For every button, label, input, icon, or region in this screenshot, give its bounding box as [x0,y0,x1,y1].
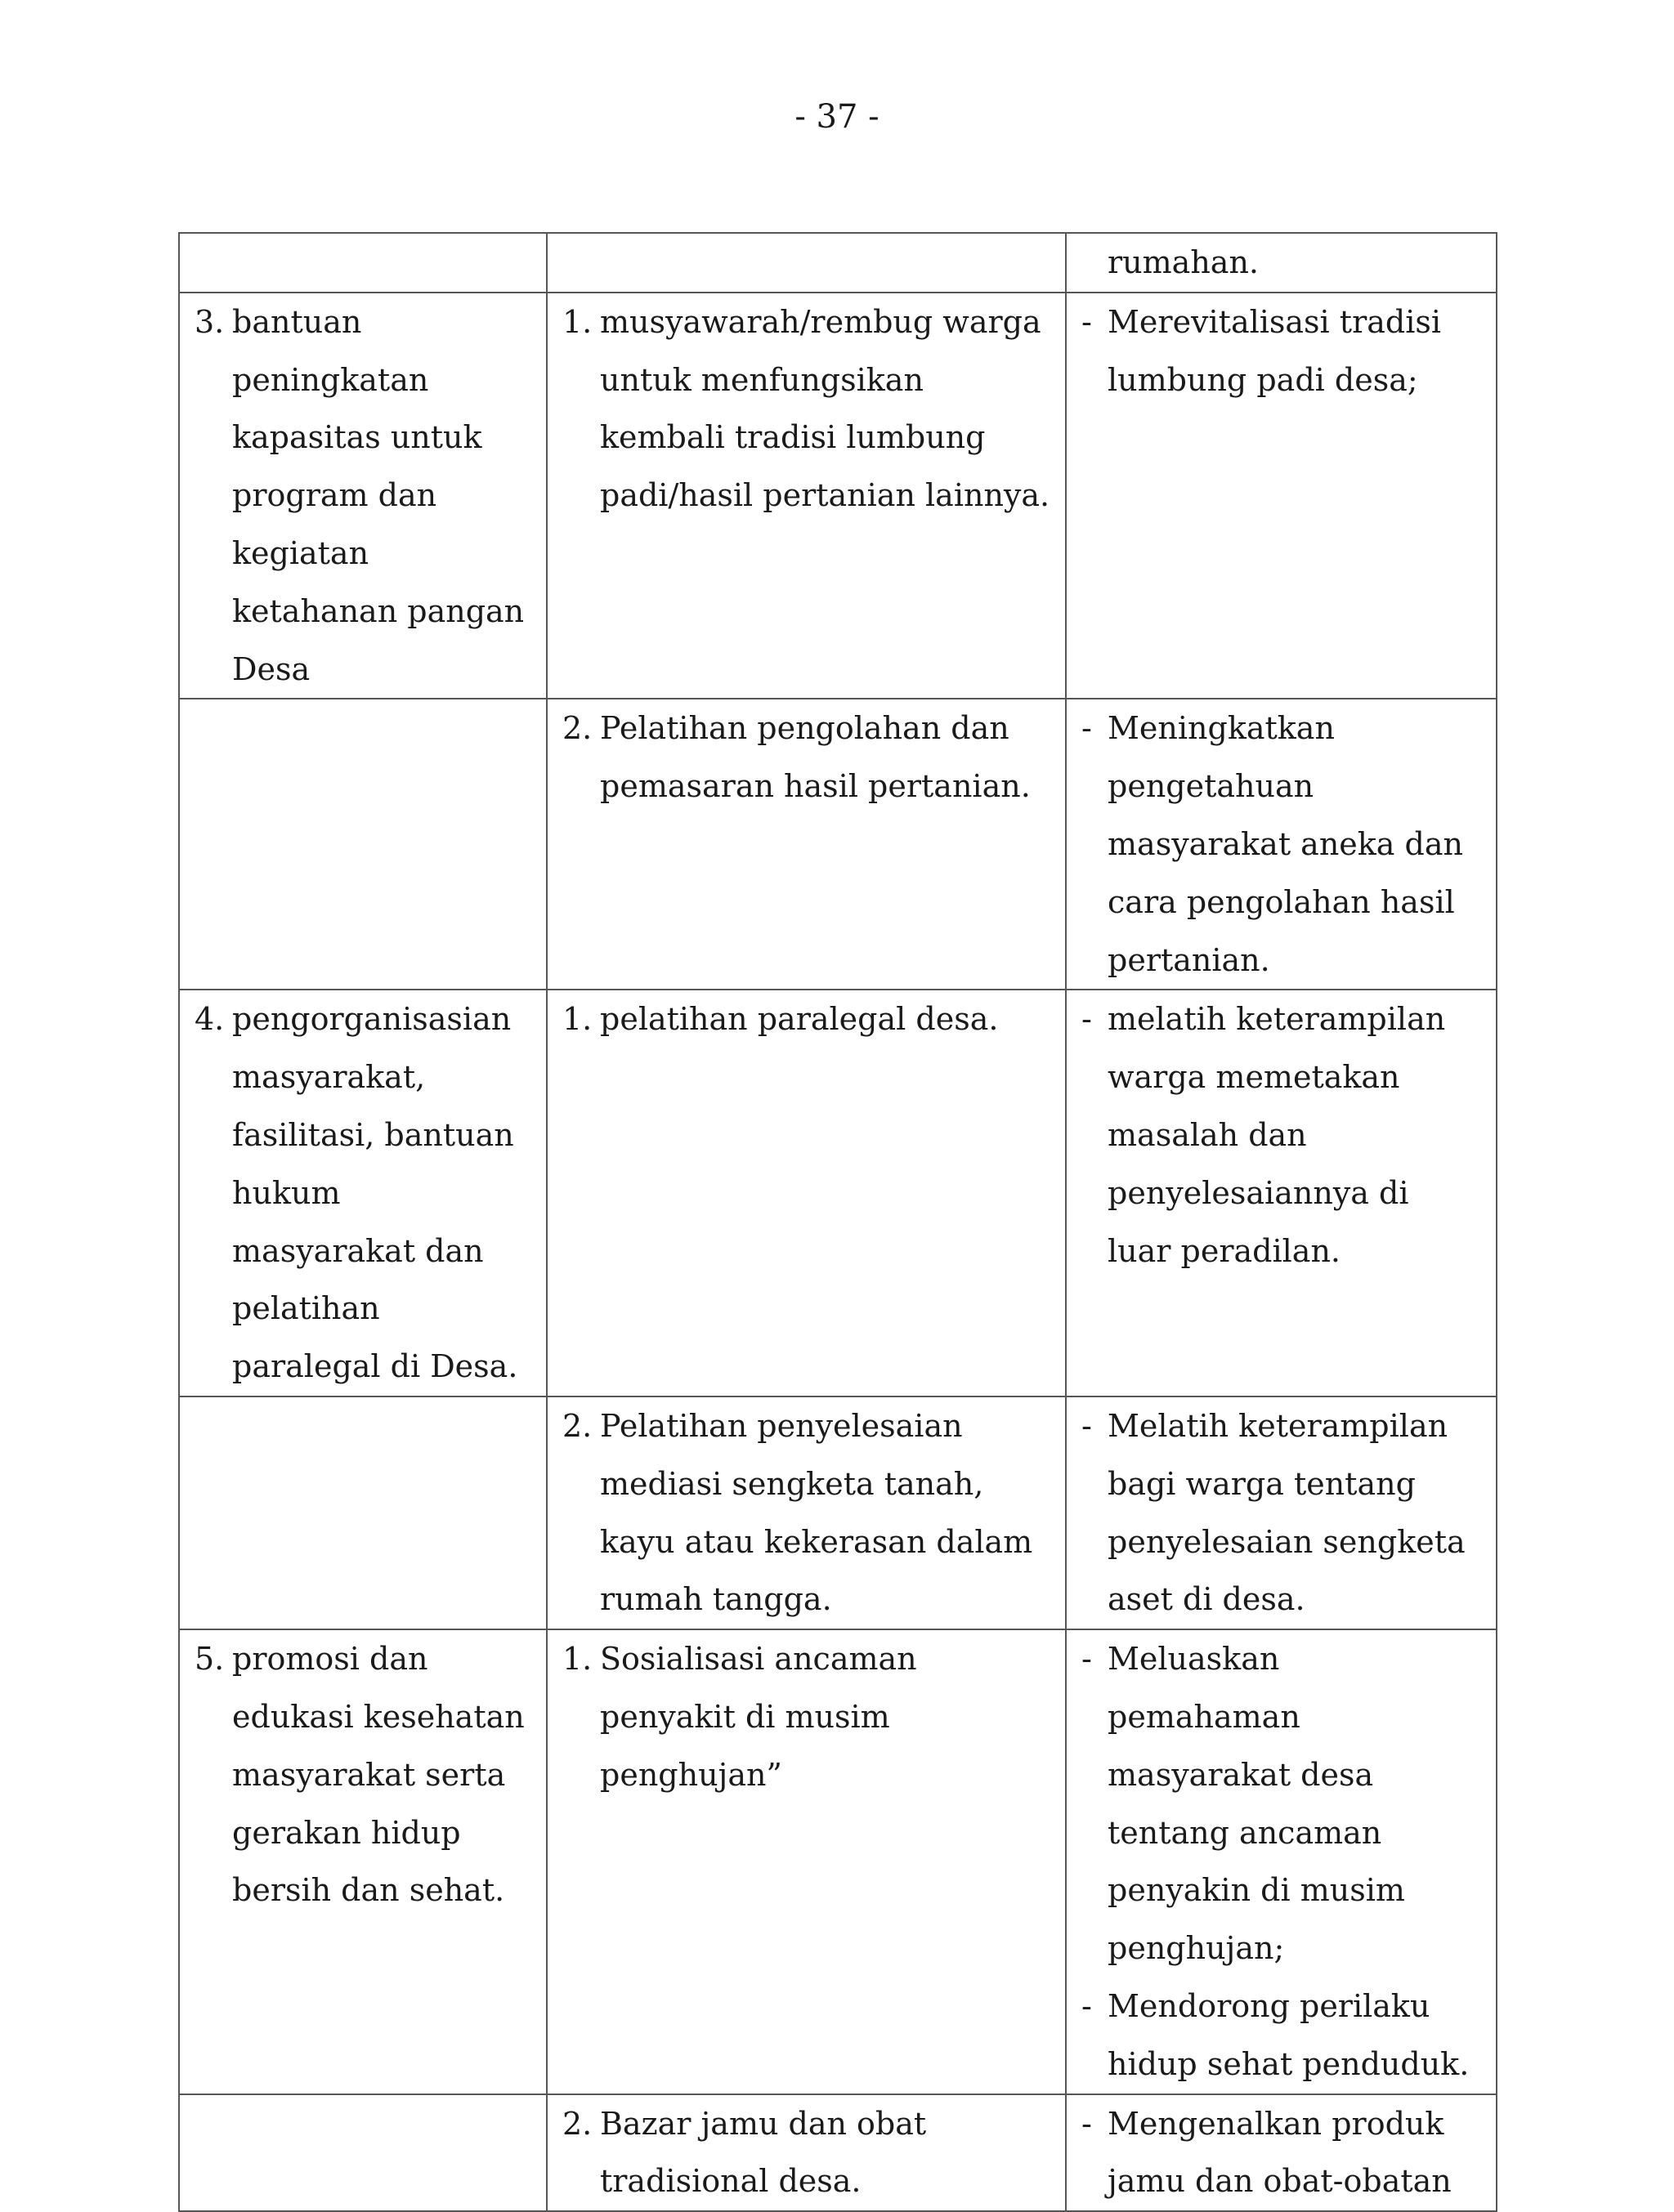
cell-program [179,293,547,699]
cell-program [179,233,547,293]
table-row [179,1396,1497,1629]
cell-activity [547,990,1066,1396]
list-item [195,293,531,699]
item-text: musyawarah/rembug warga untuk menfungsikan kembali tradisi lumbung padi/hasil pertanian lainnya. [600,303,1050,514]
item-text: Pelatihan penyelesaian mediasi sengketa tanah, kayu atau kekerasan dalam rumah tangga. [600,1407,1033,1618]
cell-program [179,1396,547,1629]
bullet-text: Merevitalisasi tradisi lumbung padi desa; [1108,303,1442,398]
item-number: 5. [195,1641,225,1678]
list-item [562,2095,1050,2211]
list-item [562,1630,1050,1803]
cell-activity [547,1629,1066,2094]
bullet-text: Mengenalkan produk jamu dan obat-obatan [1108,2105,1452,2200]
cell-activity [547,699,1066,990]
item-number: 1. [562,1001,593,1038]
table-row [179,1629,1497,2094]
item-number: 1. [562,1641,593,1678]
cell-goal [1066,293,1497,699]
dash-marker: - [1081,1641,1092,1678]
cell-activity [547,2094,1066,2212]
cell-program [179,1629,547,2094]
cell-program [179,990,547,1396]
cell-activity [547,293,1066,699]
list-item [562,699,1050,816]
cell-program [179,699,547,990]
bullet-item [1081,699,1481,989]
dash-marker: - [1081,1407,1092,1444]
dash-marker: - [1081,1987,1092,2024]
item-text: promosi dan edukasi kesehatan masyarakat serta gerakan hidup bersih dan sehat. [232,1641,525,1909]
continuation-text: rumahan. [1108,244,1260,280]
bullet-item [1081,293,1481,409]
cell-goal [1066,233,1497,293]
cell-goal [1066,990,1497,1396]
cell-goal [1066,2094,1497,2212]
bullet-text: Melatih keterampilan bagi warga tentang penyelesaian sengketa aset di desa. [1108,1407,1466,1618]
dash-marker: - [1081,1001,1092,1038]
dash-marker: - [1081,2105,1092,2142]
table-row [179,699,1497,990]
dash-marker: - [1081,710,1092,747]
table-row [179,233,1497,293]
item-number: 4. [195,1001,225,1038]
bullet-item [1081,990,1481,1280]
table-row [179,2094,1497,2212]
bullet-text: melatih keterampilan warga memetakan masalah dan penyelesaiannya di luar peradilan. [1108,1001,1446,1269]
cell-activity [547,233,1066,293]
bullet-text: Meningkatkan pengetahuan masyarakat aneka dan cara pengolahan hasil pertanian. [1108,710,1463,978]
table-row [179,293,1497,699]
list-item [562,1397,1050,1629]
cell-activity [547,1396,1066,1629]
cell-program [179,2094,547,2212]
item-number: 2. [562,2105,593,2142]
program-table [178,232,1497,2212]
item-text: pelatihan paralegal desa. [600,1001,999,1038]
list-item [562,990,1050,1048]
item-number: 1. [562,303,593,340]
item-text: pengorganisasian masyarakat, fasilitasi, bantuan hukum masyarakat dan pelatihan paralegal di Desa. [232,1001,518,1385]
bullet-item [1081,1397,1481,1629]
list-item [195,990,531,1396]
table-row [179,990,1497,1396]
list-item [195,1630,531,1919]
bullet-text: Mendorong perilaku hidup sehat penduduk. [1108,1987,1470,2082]
dash-marker: - [1081,303,1092,340]
cell-goal [1066,1629,1497,2094]
bullet-text: Meluaskan pemahaman masyarakat desa tentang ancaman penyakin di musim penghujan; [1108,1641,1405,1967]
cell-goal [1066,699,1497,990]
bullet-item [1081,1977,1481,2094]
item-number: 3. [195,303,225,340]
list-item [562,293,1050,525]
item-number: 2. [562,710,593,747]
page-number: - 37 - [794,98,880,136]
item-text: Bazar jamu dan obat tradisional desa. [600,2105,927,2200]
item-text: Sosialisasi ancaman penyakit di musim penghujan” [600,1641,917,1793]
item-text: Pelatihan pengolahan dan pemasaran hasil pertanian. [600,710,1031,805]
item-text: bantuan peningkatan kapasitas untuk program dan kegiatan ketahanan pangan Desa [232,303,525,687]
cell-goal [1066,1396,1497,1629]
bullet-item [1081,1630,1481,1977]
bullet-item [1081,2095,1481,2211]
item-number: 2. [562,1407,593,1444]
